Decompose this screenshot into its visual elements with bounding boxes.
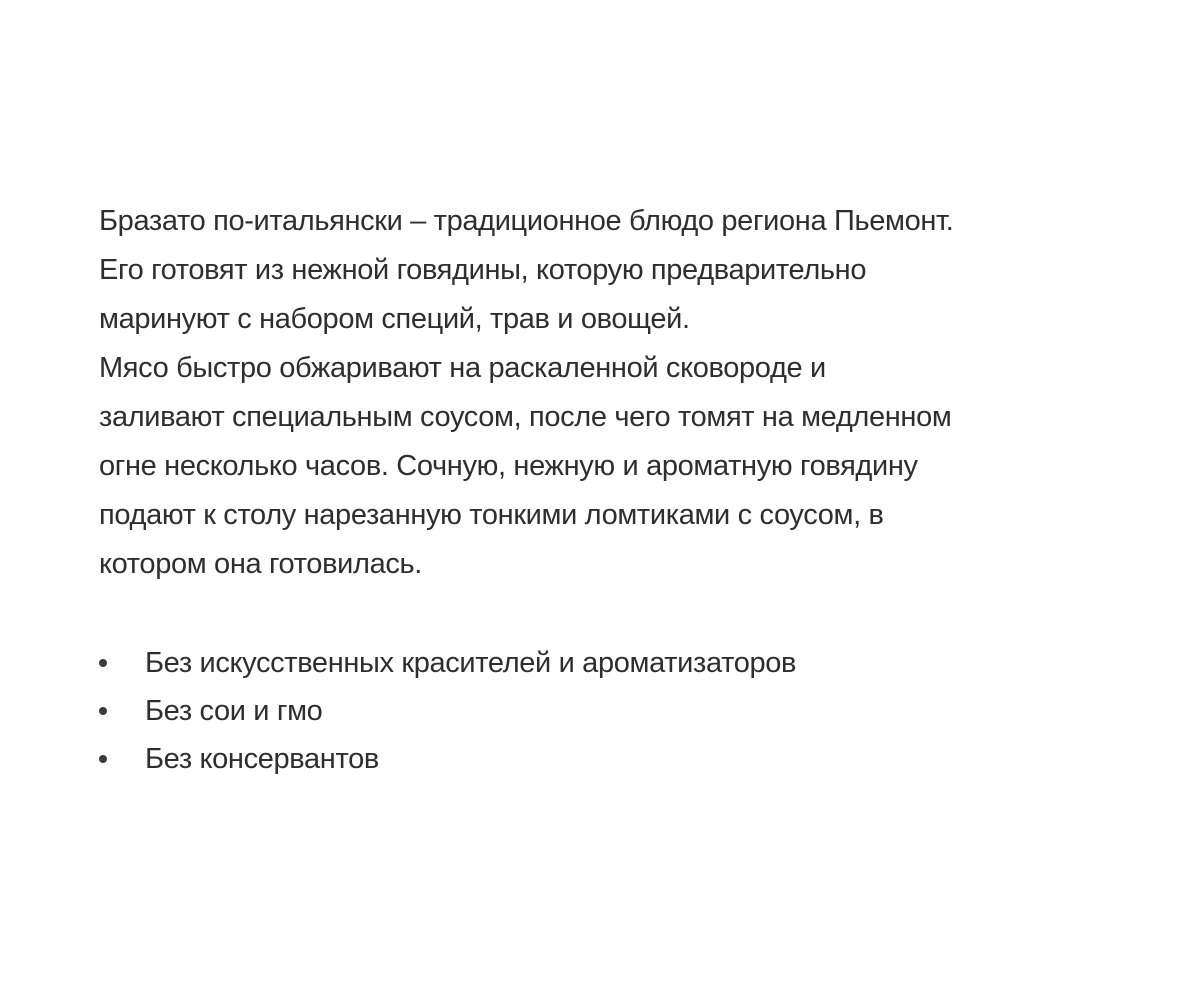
description-line: Мясо быстро обжаривают на раскаленной сковороде и: [99, 352, 826, 384]
bullet-dot-icon: [99, 707, 107, 715]
feature-item-no-soy-gmo: [99, 687, 796, 735]
description-line: подают к столу нарезанную тонкими ломтиками с соусом, в: [99, 499, 884, 531]
description-line: заливают специальным соусом, после чего томят на медленном: [99, 401, 952, 433]
description-line: котором она готовилась.: [99, 548, 422, 580]
feature-label: Без сои и гмо: [145, 695, 323, 727]
feature-label: Без консервантов: [145, 743, 379, 775]
description-line: огне несколько часов. Сочную, нежную и ароматную говядину: [99, 450, 918, 482]
feature-list: [99, 639, 796, 783]
description-line: маринуют с набором специй, трав и овощей.: [99, 303, 690, 335]
product-description-section: [99, 197, 1139, 775]
bullet-dot-icon: [99, 659, 107, 667]
feature-item-no-preservatives: [99, 735, 796, 783]
description-line: Его готовят из нежной говядины, которую предварительно: [99, 254, 867, 286]
product-description: [99, 197, 1139, 589]
bullet-dot-icon: [99, 755, 107, 763]
description-line: Бразато по-итальянски – традиционное блюдо региона Пьемонт.: [99, 205, 954, 237]
feature-label: Без искусственных красителей и ароматизаторов: [145, 647, 797, 679]
feature-item-no-dyes: [99, 639, 796, 687]
